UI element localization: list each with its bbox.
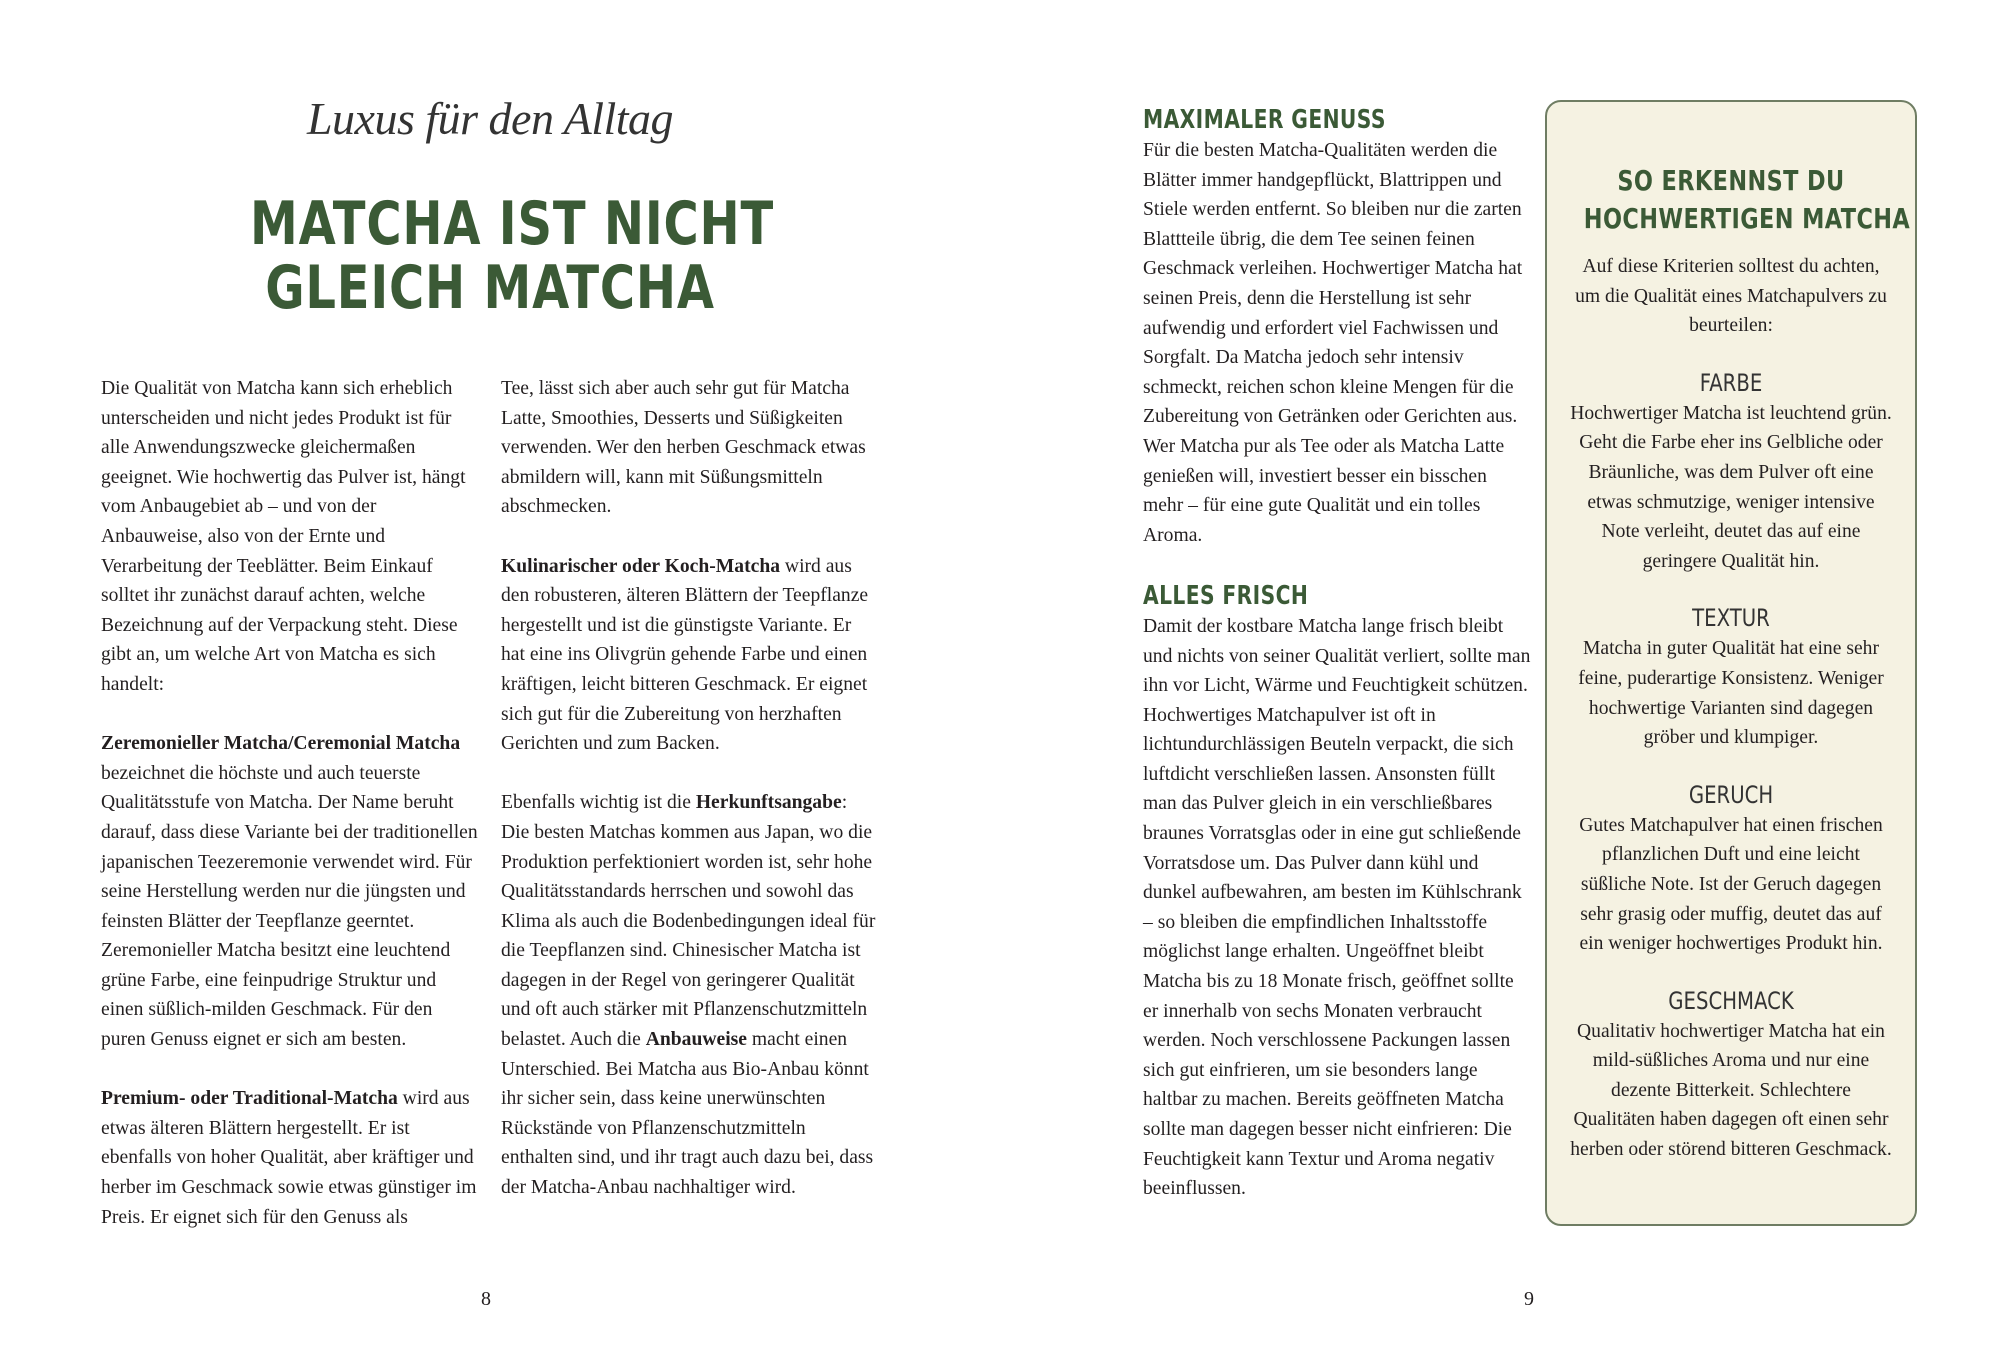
paragraph-origin-a: Ebenfalls wichtig ist die bbox=[501, 792, 696, 814]
left-column-1 bbox=[101, 374, 481, 1262]
page-number-left: 8 bbox=[481, 1288, 491, 1310]
criterion-textur bbox=[1569, 602, 1893, 752]
paragraph-culinary-text: wird aus den robusteren, älteren Blättern der Teepflanze hergestellt und ist die günstigste Variante. Er hat eine ins Olivgrün gehende Farbe und einen kräftigen, leicht bitteren Geschmack. Er eignet sich gut für die Zubereitung von herzhaften Gerichten und zum Backen. bbox=[501, 555, 869, 755]
right-column bbox=[1143, 104, 1531, 1233]
criterion-heading: GESCHMACK bbox=[1668, 986, 1794, 1015]
criterion-heading: TEXTUR bbox=[1692, 604, 1770, 633]
criterion-text: Hochwertiger Matcha ist leuchtend grün. Geht die Farbe eher ins Gelbliche oder Bräunliche, was dem Pulver oft eine etwas schmutzige, weniger intensive Note verleiht, deutet das auf eine geringere Qualität hin. bbox=[1570, 402, 1892, 572]
criterion-text: Gutes Matchapulver hat einen frischen pflanzlichen Duft und eine leicht süßliche Note. Ist der Geruch dagegen sehr grasig oder muffig, deutet das auf ein weniger hochwertiges Produkt hin. bbox=[1579, 814, 1883, 955]
paragraph-intro: Die Qualität von Matcha kann sich erheblich unterscheiden und nicht jedes Produkt ist für alle Anwendungszwecke gleichermaßen geeignet. Wie hochwertig das Pulver ist, hängt vom Anbaugebiet ab – und von der Anbauweise, also von der Ernte und Verarbeitung der Teeblätter. Beim Einkauf solltet ihr zunächst darauf achten, welche Bezeichnung auf der Verpackung steht. Diese gibt an, um welche Art von Matcha es sich handelt: bbox=[101, 378, 466, 695]
criterion-text: Matcha in guter Qualität hat eine sehr feine, puderartige Konsistenz. Weniger hochwertige Varianten sind dagegen gröber und klumpiger. bbox=[1578, 638, 1884, 749]
term-origin: Herkunftsangabe bbox=[695, 792, 842, 814]
page-title bbox=[250, 189, 775, 323]
paragraph-premium-continued: Tee, lässt sich aber auch sehr gut für Matcha Latte, Smoothies, Desserts und Süßigkeiten verwenden. Wer den herben Geschmack etwas abmildern will, kann mit Süßungsmitteln abschmecken. bbox=[501, 378, 866, 518]
paragraph-origin-b: : Die besten Matchas kommen aus Japan, wo die Produktion perfektioniert worden ist, sehr hohe Qualitätsstandards herrschen und sowohl das Klima als auch die Bodenbedingungen ideal für die Teepflanzen sind. Chinesischer Matcha ist dagegen in der Regel von geringerer Qualität und oft auch stärker mit Pflanzenschutzmitteln belastet. Auch die bbox=[501, 792, 876, 1051]
sidebar-title-line-1: SO ERKENNST DU bbox=[1617, 164, 1845, 197]
left-column-2 bbox=[501, 374, 877, 1232]
page-number-right: 9 bbox=[1524, 1288, 1534, 1310]
criterion-geruch bbox=[1569, 779, 1893, 959]
paragraph-genuss: Für die besten Matcha-Qualitäten werden die Blätter immer handgepflückt, Blattrippen und Stiele werden entfernt. So bleiben nur die zarten Blattteile übrig, die dem Tee seinen feinen Geschmack verleihen. Hochwertiger Matcha hat seinen Preis, denn die Herstellung ist sehr aufwendig und erfordert viel Fachwissen und Sorgfalt. Da Matcha jedoch sehr intensiv schmeckt, reichen schon kleine Mengen für die Zubereitung von Getränken oder Gerichten aus. Wer Matcha pur als Tee oder als Matcha Latte genießen will, investiert besser ein bisschen mehr – für eine gute Qualität und ein tolles Aroma. bbox=[1143, 140, 1523, 546]
paragraph-culinary bbox=[501, 552, 877, 759]
paragraph-ceremonial bbox=[101, 729, 481, 1055]
sidebar-title bbox=[1583, 162, 1911, 238]
paragraph-premium bbox=[101, 1084, 481, 1232]
page-title-line-2: GLEICH MATCHA bbox=[265, 253, 715, 323]
paragraph-origin bbox=[501, 788, 877, 1202]
term-ceremonial: Zeremonieller Matcha/Ceremonial Matcha bbox=[101, 733, 461, 755]
criterion-geschmack bbox=[1569, 985, 1893, 1165]
paragraph-premium-text: wird aus etwas älteren Blättern hergestellt. Er ist ebenfalls von hoher Qualität, aber kräftiger und herber im Geschmack sowie etwas günstiger im Preis. Er eignet sich für den Genuss als bbox=[101, 1088, 477, 1228]
page-title-line-1: MATCHA IST NICHT bbox=[250, 189, 775, 259]
term-cultivation: Anbauweise bbox=[645, 1029, 747, 1051]
heading-maximaler-genuss: MAXIMALER GENUSS bbox=[1143, 105, 1386, 135]
paragraph-ceremonial-text: bezeichnet die höchste und auch teuerste Qualitätsstufe von Matcha. Der Name beruht darauf, dass diese Variante bei der traditionellen japanischen Teezeremonie verwendet wird. Für seine Herstellung werden nur die jüngsten und feinsten Blätter der Teepflanze geerntet. Zeremonieller Matcha besitzt eine leuchtend grüne Farbe, eine feinpudrige Struktur und einen süßlich-milden Geschmack. Für den puren Genuss eignet er sich am besten. bbox=[101, 762, 478, 1051]
right-page bbox=[1000, 0, 2000, 1353]
criterion-heading: GERUCH bbox=[1688, 780, 1774, 809]
criterion-heading: FARBE bbox=[1699, 368, 1763, 397]
criterion-farbe bbox=[1569, 367, 1893, 577]
term-culinary: Kulinarischer oder Koch-Matcha bbox=[501, 555, 781, 577]
chapter-kicker: Luxus für den Alltag bbox=[306, 93, 674, 144]
paragraph-origin-c: macht einen Unterschied. Bei Matcha aus Bio-Anbau könnt ihr sicher sein, dass keine unerwünschten Rückstände von Pflanzenschutzmitteln enthalten sind, und ihr tragt auch dazu bei, dass der Matcha-Anbau nachhaltiger wird. bbox=[501, 1029, 874, 1199]
heading-alles-frisch: ALLES FRISCH bbox=[1143, 580, 1309, 611]
sidebar-title-line-2: HOCHWERTIGEN MATCHA bbox=[1583, 202, 1911, 235]
term-premium: Premium- oder Traditional-Matcha bbox=[101, 1088, 398, 1110]
sidebar-intro: Auf diese Kriterien solltest du achten, um die Qualität eines Matchapulvers zu beurteilen: bbox=[1575, 256, 1887, 337]
quality-sidebar-box bbox=[1545, 100, 1917, 1226]
criterion-text: Qualitativ hochwertiger Matcha hat ein mild-süßliches Aroma und nur eine dezente Bitterkeit. Schlechtere Qualitäten haben dagegen oft einen sehr herben oder störend bitteren Geschmack. bbox=[1570, 1020, 1892, 1161]
paragraph-frisch: Damit der kostbare Matcha lange frisch bleibt und nichts von seiner Qualität verliert, sollte man ihn vor Licht, Wärme und Feuchtigkeit schützen. Hochwertiges Matchapulver ist oft in lichtundurchlässigen Beuteln verpackt, die sich luftdicht verschließen lassen. Ansonsten füllt man das Pulver gleich in ein verschließbares braunes Vorratsglas oder in eine gut schließende Vorratsdose um. Das Pulver dann kühl und dunkel aufbewahren, am besten im Kühlschrank – so bleiben die empfindlichen Inhaltsstoffe möglichst lange erhalten. Ungeöffnet bleibt Matcha bis zu 18 Monate frisch, geöffnet sollte er innerhalb von sechs Monaten verbraucht werden. Noch verschlossene Packungen lassen sich gut einfrieren, um sie besonders lange haltbar zu machen. Bereits geöffneten Matcha sollte man dagegen besser nicht einfrieren: Die Feuchtigkeit kann Textur und Aroma negativ beeinflussen. bbox=[1143, 615, 1531, 1200]
